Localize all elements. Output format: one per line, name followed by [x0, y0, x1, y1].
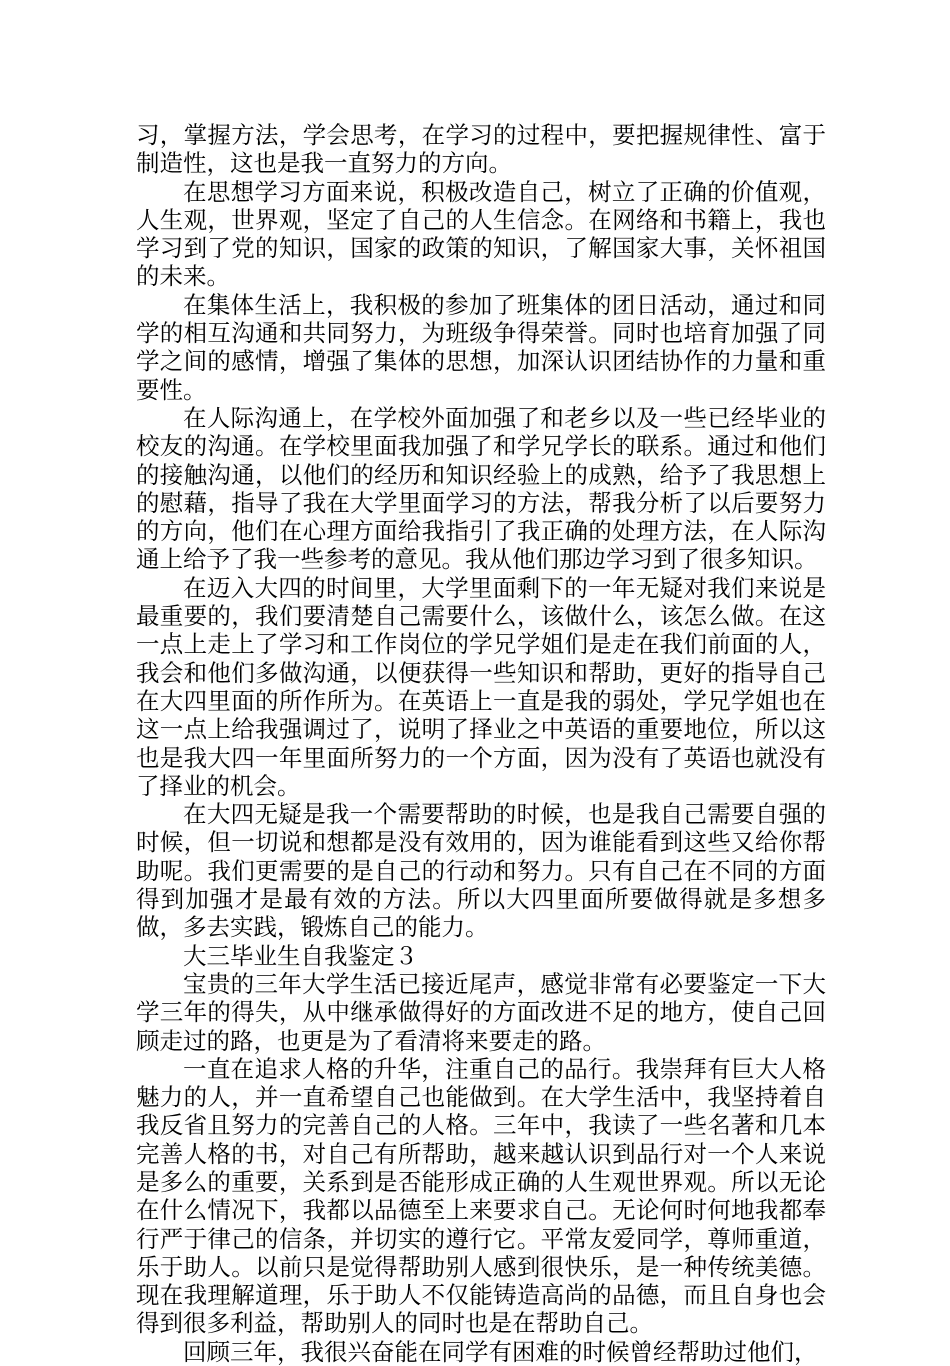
document-body	[136, 121, 826, 1366]
paragraph-review: 回顾三年，我很兴奋能在同学有困难的时候曾经帮助过他们，	[183, 1337, 818, 1366]
paragraph-character: 一直在追求人格的升华，注重自己的品行。我崇拜有巨大人格魅力的人，并一直希望自己也能做到。在大学生活中，我坚持着自我反省且努力的完善自己的人格。三年中，我读了一些名著和几本完善人格的书，对自己有所帮助，越来越认识到品行对一个人来说是多么的重要，关系到是否能形成正确的人生观世界观。所以无论在什么情况下，我都以品德至上来要求自己。无论何时何地我都奉行严于律己的信条，并切实的遵行它。平常友爱同学，尊师重道，乐于助人。以前只是觉得帮助别人感到很快乐，是一种传统美德。现在我理解道理，乐于助人不仅能铸造高尚的品德，而且自身也会得到很多利益，帮助别人的同时也是在帮助自己。	[136, 1054, 826, 1338]
paragraph-self-reliance: 在大四无疑是我一个需要帮助的时候，也是我自己需要自强的时候，但一切说和想都是没有效用的，因为谁能看到这些又给你帮助呢。我们更需要的是自己的行动和努力。只有自己在不同的方面得到加强才是最有效的方法。所以大四里面所要做得就是多想多做，多去实践，锻炼自己的能力。	[136, 800, 826, 942]
section-heading: 大三毕业生自我鉴定３	[183, 941, 418, 970]
paragraph-ideology-study: 在思想学习方面来说，积极改造自己，树立了正确的价值观，人生观，世界观，坚定了自己的人生信念。在网络和书籍上，我也学习到了党的知识，国家的政策的知识，了解国家大事，关怀祖国的未来。	[136, 177, 826, 291]
paragraph-intro: 宝贵的三年大学生活已接近尾声，感觉非常有必要鉴定一下大学三年的得失，从中继承做得好的方面改进不足的地方，使自己回顾走过的路，也更是为了看清将来要走的路。	[136, 969, 826, 1055]
paragraph-continuation: 习，掌握方法，学会思考，在学习的过程中，要把握规律性、富于制造性，这也是我一直努力的方向。	[136, 121, 826, 178]
paragraph-interpersonal: 在人际沟通上，在学校外面加强了和老乡以及一些已经毕业的校友的沟通。在学校里面我加强了和学兄学长的联系。通过和他们的接触沟通，以他们的经历和知识经验上的成熟，给予了我思想上的慰藉，指导了我在大学里面学习的方法，帮我分析了以后要努力的方向，他们在心理方面给我指引了我正确的处理方法，在人际沟通上给予了我一些参考的意见。我从他们那边学习到了很多知识。	[136, 403, 826, 574]
paragraph-collective-life: 在集体生活上，我积极的参加了班集体的团日活动，通过和同学的相互沟通和共同努力，为班级争得荣誉。同时也培育加强了同学之间的感情，增强了集体的思想，加深认识团结协作的力量和重要性。	[136, 290, 826, 404]
paragraph-senior-year: 在迈入大四的时间里，大学里面剩下的一年无疑对我们来说是最重要的，我们要清楚自己需要什么，该做什么，该怎么做。在这一点上走上了学习和工作岗位的学兄学姐们是走在我们前面的人，我会和他们多做沟通，以便获得一些知识和帮助，更好的指导自己在大四里面的所作所为。在英语上一直是我的弱处，学兄学姐也在这一点上给我强调过了，说明了择业之中英语的重要地位，所以这也是我大四一年里面所努力的一个方面，因为没有了英语也就没有了择业的机会。	[136, 573, 826, 800]
